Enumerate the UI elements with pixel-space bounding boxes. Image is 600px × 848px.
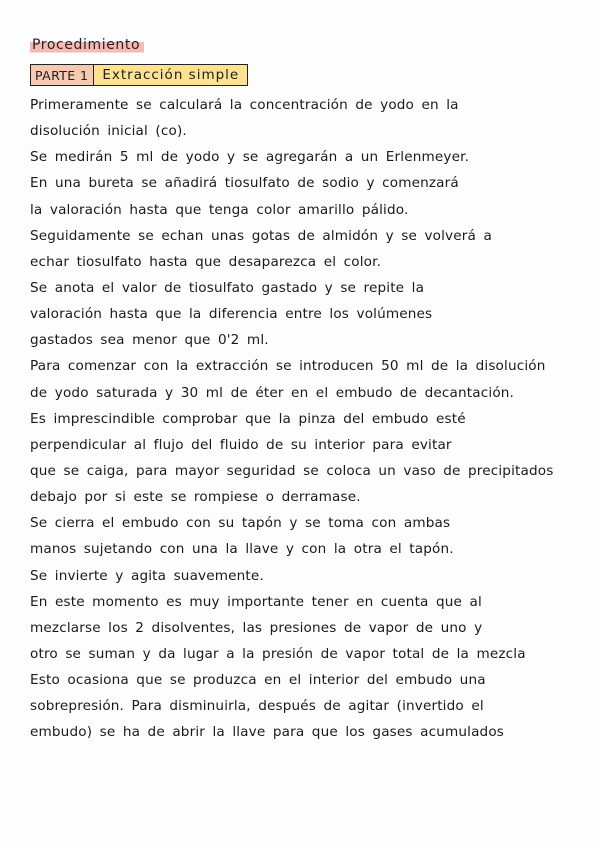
- procedure-text: [30, 92, 590, 746]
- text-line: manos sujetando con una la llave y con la otra el tapón.: [30, 541, 454, 558]
- section-header: [30, 64, 248, 86]
- text-line: gastados sea menor que 0'2 ml.: [30, 332, 269, 349]
- text-line: Primeramente se calculará la concentración de yodo en la: [30, 97, 459, 113]
- text-line: echar tiosulfato hasta que desaparezca el color.: [30, 253, 382, 270]
- part-label: PARTE 1: [30, 64, 94, 86]
- text-line: disolución inicial (co).: [30, 123, 187, 140]
- text-line: En este momento es muy importante tener en cuenta que al: [30, 593, 482, 610]
- text-line: debajo por si este se rompiese o derramase.: [30, 489, 361, 506]
- text-line: de yodo saturada y 30 ml de éter en el embudo de decantación.: [30, 384, 515, 401]
- text-line: Esto ocasiona que se produzca en el interior del embudo una: [30, 672, 486, 689]
- text-line: mezclarse los 2 disolventes, las presiones de vapor de uno y: [30, 619, 483, 636]
- page-title: Procedimiento: [30, 37, 144, 54]
- text-line: Se anota el valor de tiosulfato gastado y se repite la: [30, 279, 425, 296]
- text-line: que se caiga, para mayor seguridad se coloca un vaso de precipitados: [30, 462, 554, 479]
- text-line: Seguidamente se echan unas gotas de almidón y se volverá a: [30, 227, 492, 244]
- text-line: valoración hasta que la diferencia entre los volúmenes: [30, 306, 433, 323]
- text-line: Se invierte y agita suavemente.: [30, 567, 264, 584]
- text-line: otro se suman y da lugar a la presión de vapor total de la mezcla: [30, 645, 526, 662]
- text-line: En una bureta se añadirá tiosulfato de sodio y comenzará: [30, 175, 459, 192]
- text-line: Se cierra el embudo con su tapón y se toma con ambas: [30, 515, 451, 532]
- text-line: embudo) se ha de abrir la llave para que los gases acumulados: [30, 724, 505, 741]
- text-line: perpendicular al flujo del fluido de su interior para evitar: [30, 436, 452, 453]
- text-line: Para comenzar con la extracción se introducen 50 ml de la disolución: [30, 358, 546, 375]
- text-line: Es imprescindible comprobar que la pinza del embudo esté: [30, 410, 466, 427]
- text-line: sobrepresión. Para disminuirla, después de agitar (invertido el: [30, 698, 484, 715]
- section-title: Extracción simple: [94, 64, 248, 86]
- text-line: Se medirán 5 ml de yodo y se agregarán a un Erlenmeyer.: [30, 149, 470, 166]
- text-line: la valoración hasta que tenga color amarillo pálido.: [30, 201, 409, 218]
